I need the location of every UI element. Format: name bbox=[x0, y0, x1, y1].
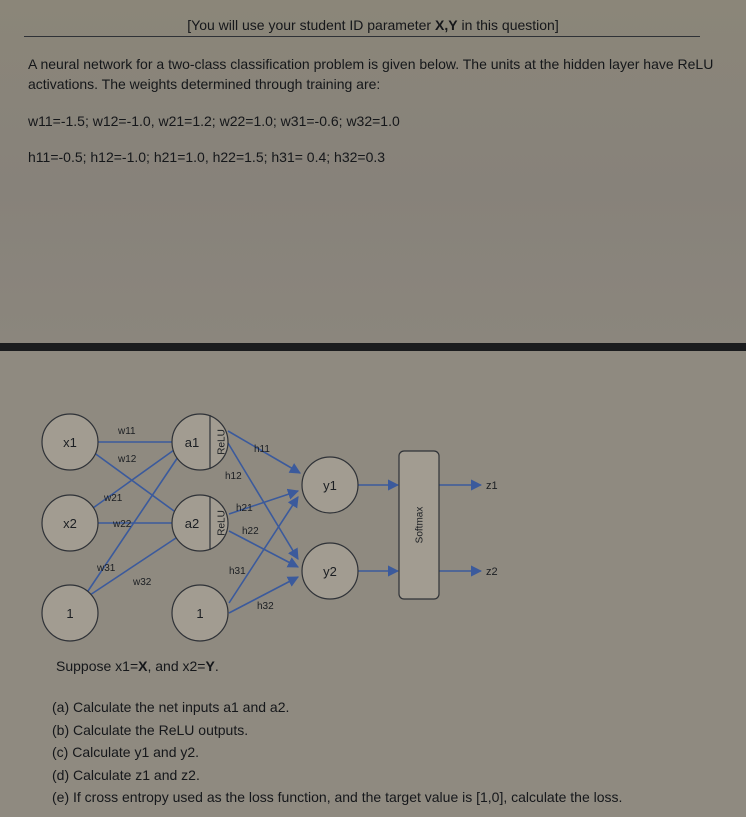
label-h32: h32 bbox=[257, 601, 274, 612]
suppose-y: Y bbox=[205, 658, 215, 674]
label-bias-hidden: 1 bbox=[196, 606, 204, 621]
label-w32: w32 bbox=[133, 577, 152, 588]
weights-w-line: w11=-1.5; w12=-1.0, w21=1.2; w22=1.0; w31=-0.6; w32=1.0 bbox=[28, 113, 400, 129]
label-h22: h22 bbox=[242, 526, 259, 537]
label-h31: h31 bbox=[229, 566, 246, 577]
label-w12: w12 bbox=[118, 454, 137, 465]
question-e: (e) If cross entropy used as the loss function, and the target value is [1,0], calculate the loss. bbox=[52, 789, 623, 805]
suppose-x: X bbox=[138, 658, 148, 674]
label-a1: a1 bbox=[184, 435, 200, 450]
suppose-mid: , and x2= bbox=[147, 658, 206, 674]
label-y2: y2 bbox=[323, 564, 337, 579]
question-d: (d) Calculate z1 and z2. bbox=[52, 766, 200, 783]
label-x1: x1 bbox=[63, 435, 77, 450]
title-prefix: [You will use your student ID parameter bbox=[187, 17, 435, 33]
page-title bbox=[0, 16, 746, 34]
label-z1: z1 bbox=[486, 480, 498, 492]
label-w21: w21 bbox=[104, 493, 123, 504]
suppose-prefix: Suppose x1= bbox=[56, 658, 139, 674]
network-diagram bbox=[0, 351, 746, 651]
suppose-line bbox=[56, 657, 219, 675]
question-list bbox=[52, 696, 622, 809]
label-x2: x2 bbox=[63, 516, 77, 531]
label-w11: w11 bbox=[118, 426, 136, 437]
label-h11: h11 bbox=[254, 444, 270, 455]
section-divider bbox=[0, 343, 746, 351]
suppose-end: . bbox=[214, 658, 219, 674]
label-h12: h12 bbox=[225, 471, 242, 482]
edge-h12 bbox=[228, 443, 298, 559]
intro-paragraph: A neural network for a two-class classification problem is given below. The units at the hidden layer have ReLU activations. The weights determined through training are: bbox=[28, 56, 714, 92]
label-w22: w22 bbox=[113, 519, 132, 530]
label-relu-a2: ReLU bbox=[216, 510, 228, 536]
question-a: (a) Calculate the net inputs a1 and a2. bbox=[52, 699, 290, 715]
question-panel bbox=[0, 0, 746, 343]
label-relu-a1: ReLU bbox=[216, 429, 228, 455]
label-z2: z2 bbox=[486, 566, 498, 578]
label-h21: h21 bbox=[236, 503, 253, 514]
question-c: (c) Calculate y1 and y2. bbox=[52, 744, 200, 760]
title-bold: X,Y bbox=[434, 17, 458, 33]
label-softmax: Softmax bbox=[414, 506, 426, 544]
label-bias-input: 1 bbox=[66, 606, 74, 621]
weights-h-line: h11=-0.5; h12=-1.0; h21=1.0, h22=1.5; h31= 0.4; h32=0.3 bbox=[28, 149, 386, 165]
label-y1: y1 bbox=[323, 478, 337, 493]
question-b: (b) Calculate the ReLU outputs. bbox=[52, 721, 249, 738]
title-suffix: in this question] bbox=[457, 17, 559, 33]
label-w31: w31 bbox=[97, 563, 116, 574]
title-rule bbox=[24, 36, 700, 37]
label-a2: a2 bbox=[184, 516, 200, 531]
